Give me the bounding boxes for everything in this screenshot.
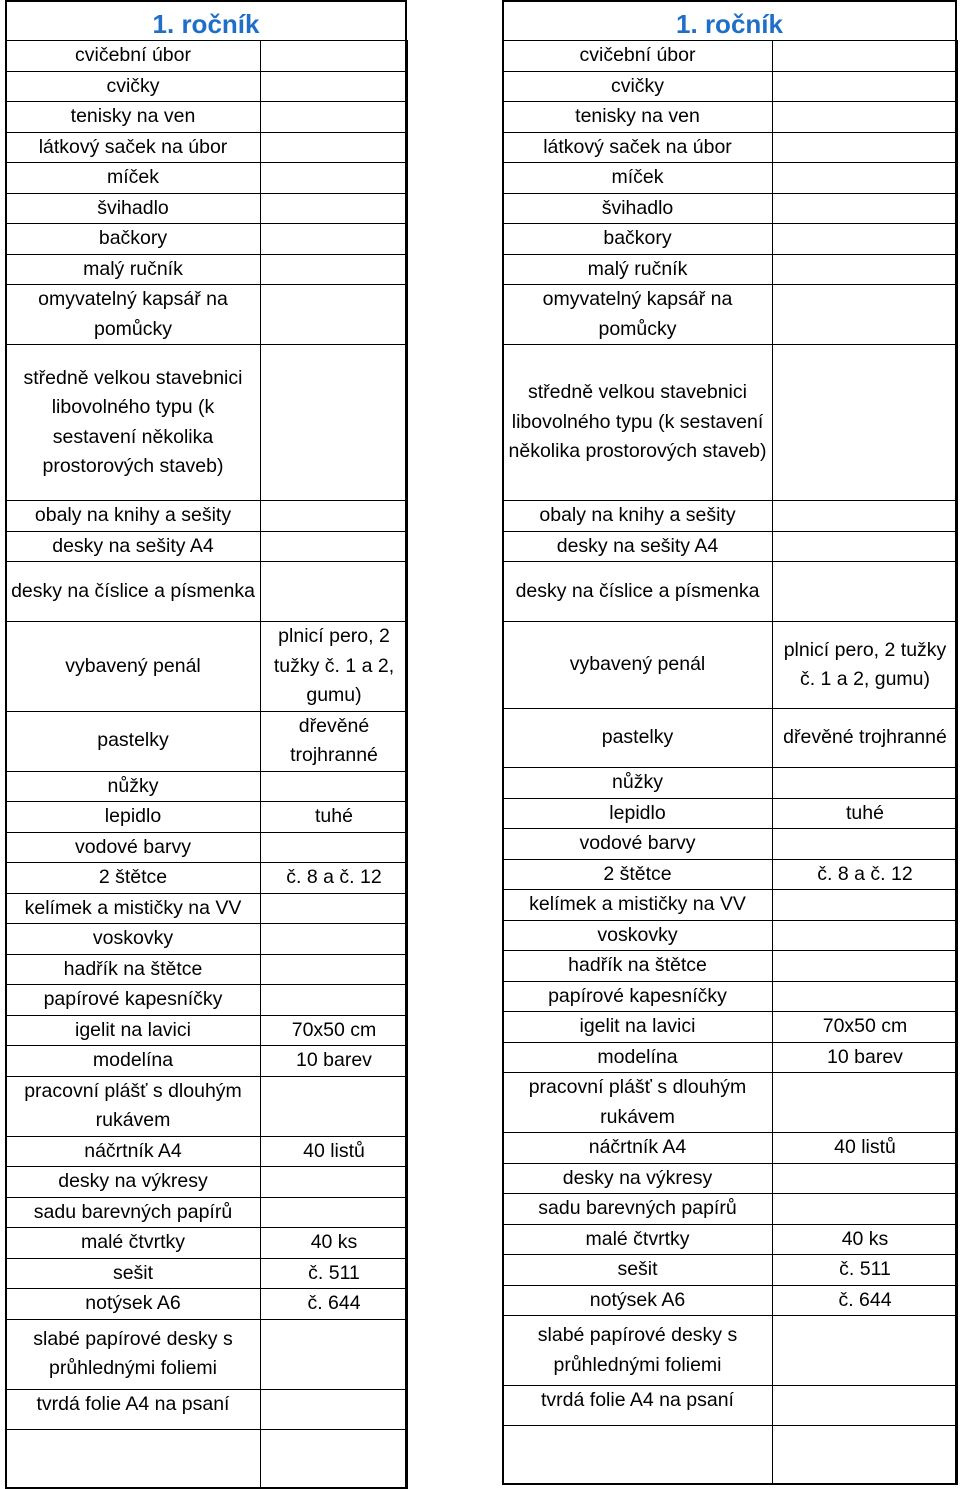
supply-row bbox=[503, 859, 958, 890]
supply-note bbox=[261, 71, 408, 102]
supply-note: tuhé bbox=[261, 802, 408, 833]
supply-row bbox=[6, 1429, 408, 1488]
supply-item: sadu barevných papírů bbox=[6, 1197, 261, 1228]
supply-item: sadu barevných papírů bbox=[503, 1194, 773, 1225]
supply-row bbox=[503, 1133, 958, 1164]
supply-row bbox=[6, 1319, 408, 1389]
supply-row bbox=[6, 1136, 408, 1167]
supply-item: malé čtvrtky bbox=[503, 1224, 773, 1255]
supply-row bbox=[6, 531, 408, 562]
supply-item: kelímek a mističky na VV bbox=[6, 893, 261, 924]
supply-row bbox=[503, 41, 958, 72]
supply-row bbox=[503, 1163, 958, 1194]
supply-row bbox=[6, 1228, 408, 1259]
supply-row bbox=[503, 1316, 958, 1386]
supply-note bbox=[773, 1316, 958, 1386]
supply-item: tvrdá folie A4 na psaní bbox=[6, 1389, 261, 1429]
supply-row bbox=[503, 132, 958, 163]
supply-row bbox=[6, 41, 408, 72]
supply-note bbox=[773, 501, 958, 532]
supply-item: 2 štětce bbox=[503, 859, 773, 890]
supply-item: papírové kapesníčky bbox=[503, 981, 773, 1012]
supply-note bbox=[261, 254, 408, 285]
supply-item: lepidlo bbox=[6, 802, 261, 833]
supply-note: 40 ks bbox=[261, 1228, 408, 1259]
supply-item: pastelky bbox=[503, 709, 773, 768]
supply-note bbox=[261, 501, 408, 532]
supply-note: 40 listů bbox=[261, 1136, 408, 1167]
supply-note bbox=[261, 1197, 408, 1228]
supply-note: 10 barev bbox=[773, 1042, 958, 1073]
supply-item: sešit bbox=[503, 1255, 773, 1286]
supply-item: desky na výkresy bbox=[6, 1167, 261, 1198]
supply-row bbox=[6, 622, 408, 712]
supply-item: látkový saček na úbor bbox=[503, 132, 773, 163]
supply-note bbox=[261, 1319, 408, 1389]
supply-note: plnicí pero, 2 tužky č. 1 a 2, gumu) bbox=[261, 622, 408, 712]
supply-item: modelína bbox=[503, 1042, 773, 1073]
supply-note bbox=[261, 1429, 408, 1488]
supply-note bbox=[773, 193, 958, 224]
supply-item: míček bbox=[503, 163, 773, 194]
supply-row bbox=[503, 531, 958, 562]
supply-item: igelit na lavici bbox=[6, 1015, 261, 1046]
supply-row bbox=[503, 768, 958, 799]
supply-row bbox=[503, 71, 958, 102]
supply-row bbox=[6, 1167, 408, 1198]
supply-item: vybavený penál bbox=[6, 622, 261, 712]
supply-note bbox=[261, 132, 408, 163]
supply-note: tuhé bbox=[773, 798, 958, 829]
supply-row bbox=[6, 802, 408, 833]
supply-note bbox=[773, 951, 958, 982]
supply-row bbox=[6, 1015, 408, 1046]
supply-row bbox=[503, 1042, 958, 1073]
supply-item: desky na výkresy bbox=[503, 1163, 773, 1194]
supply-item: pastelky bbox=[6, 711, 261, 771]
supply-item: notýsek A6 bbox=[503, 1285, 773, 1316]
supply-item: náčrtník A4 bbox=[503, 1133, 773, 1164]
supply-row bbox=[503, 890, 958, 921]
supply-row bbox=[503, 981, 958, 1012]
supply-row bbox=[503, 1386, 958, 1426]
supply-note: 70x50 cm bbox=[261, 1015, 408, 1046]
supply-row bbox=[503, 798, 958, 829]
supply-note bbox=[261, 562, 408, 622]
supply-item: desky na sešity A4 bbox=[503, 531, 773, 562]
supply-item: pracovní plášť s dlouhým rukávem bbox=[503, 1073, 773, 1133]
supply-item: nůžky bbox=[6, 771, 261, 802]
supply-item: švihadlo bbox=[503, 193, 773, 224]
supply-note: č. 8 a č. 12 bbox=[261, 863, 408, 894]
supply-note bbox=[261, 924, 408, 955]
supply-row bbox=[6, 893, 408, 924]
supply-item: voskovky bbox=[6, 924, 261, 955]
supply-note bbox=[261, 193, 408, 224]
supply-note bbox=[773, 562, 958, 622]
supply-item: středně velkou stavebnici libovolného typu (k sestavení několika prostorových staveb) bbox=[6, 345, 261, 501]
supply-item: desky na sešity A4 bbox=[6, 531, 261, 562]
supply-note: č. 511 bbox=[773, 1255, 958, 1286]
supply-item: malý ručník bbox=[6, 254, 261, 285]
supply-item: švihadlo bbox=[6, 193, 261, 224]
supply-note bbox=[261, 985, 408, 1016]
supply-row bbox=[503, 709, 958, 768]
supply-item: cvičební úbor bbox=[6, 41, 261, 72]
supply-row bbox=[503, 285, 958, 345]
supply-note bbox=[261, 531, 408, 562]
supply-note bbox=[773, 132, 958, 163]
supply-note bbox=[773, 1194, 958, 1225]
supply-note bbox=[773, 1163, 958, 1194]
supply-note: plnicí pero, 2 tužky č. 1 a 2, gumu) bbox=[773, 622, 958, 709]
supply-row bbox=[503, 1073, 958, 1133]
supply-row bbox=[503, 224, 958, 255]
supply-item: malý ručník bbox=[503, 254, 773, 285]
supply-item: látkový saček na úbor bbox=[6, 132, 261, 163]
supply-item: cvičební úbor bbox=[503, 41, 773, 72]
supply-row bbox=[6, 863, 408, 894]
supply-row bbox=[503, 1224, 958, 1255]
supply-item: igelit na lavici bbox=[503, 1012, 773, 1043]
supply-row bbox=[6, 924, 408, 955]
supply-item: obaly na knihy a sešity bbox=[503, 501, 773, 532]
supply-note bbox=[773, 345, 958, 501]
supply-row bbox=[503, 1255, 958, 1286]
supply-note: 40 ks bbox=[773, 1224, 958, 1255]
supply-row bbox=[6, 501, 408, 532]
supply-item: papírové kapesníčky bbox=[6, 985, 261, 1016]
supply-note bbox=[261, 1076, 408, 1136]
supply-note: 70x50 cm bbox=[773, 1012, 958, 1043]
supply-row bbox=[6, 71, 408, 102]
supply-row bbox=[503, 829, 958, 860]
supply-note bbox=[261, 893, 408, 924]
supply-table bbox=[502, 40, 958, 1485]
supply-note bbox=[773, 1073, 958, 1133]
supply-item: tvrdá folie A4 na psaní bbox=[503, 1386, 773, 1426]
supply-note bbox=[773, 102, 958, 133]
supply-item: malé čtvrtky bbox=[6, 1228, 261, 1259]
supply-row bbox=[503, 1194, 958, 1225]
supply-row bbox=[503, 562, 958, 622]
supply-item: bačkory bbox=[6, 224, 261, 255]
supply-item: pracovní plášť s dlouhým rukávem bbox=[6, 1076, 261, 1136]
supply-row bbox=[6, 954, 408, 985]
supply-note bbox=[773, 224, 958, 255]
supply-item: slabé papírové desky s průhlednými foliemi bbox=[503, 1316, 773, 1386]
supply-item bbox=[6, 1429, 261, 1488]
supply-row bbox=[503, 920, 958, 951]
grade-title: 1. ročník bbox=[502, 0, 957, 40]
supply-item bbox=[503, 1426, 773, 1485]
supply-note bbox=[261, 832, 408, 863]
supply-item: kelímek a mističky na VV bbox=[503, 890, 773, 921]
supply-row bbox=[6, 345, 408, 501]
supply-item: bačkory bbox=[503, 224, 773, 255]
supply-note bbox=[773, 71, 958, 102]
supply-note bbox=[261, 102, 408, 133]
supply-item: tenisky na ven bbox=[503, 102, 773, 133]
supply-row bbox=[503, 622, 958, 709]
supply-note bbox=[773, 981, 958, 1012]
supply-row bbox=[503, 501, 958, 532]
supply-note bbox=[261, 1389, 408, 1429]
supply-row bbox=[6, 985, 408, 1016]
supply-row bbox=[503, 163, 958, 194]
supply-item: sešit bbox=[6, 1258, 261, 1289]
supply-note bbox=[773, 768, 958, 799]
supply-note bbox=[773, 254, 958, 285]
supply-note bbox=[773, 163, 958, 194]
supply-item: desky na číslice a písmenka bbox=[503, 562, 773, 622]
supply-note bbox=[261, 1167, 408, 1198]
supply-item: cvičky bbox=[503, 71, 773, 102]
supply-list-right bbox=[502, 0, 957, 1485]
supply-row bbox=[6, 132, 408, 163]
supply-item: vybavený penál bbox=[503, 622, 773, 709]
supply-item: hadřík na štětce bbox=[503, 951, 773, 982]
supply-list-left bbox=[5, 0, 407, 1489]
supply-item: voskovky bbox=[503, 920, 773, 951]
supply-note: č. 511 bbox=[261, 1258, 408, 1289]
supply-note bbox=[261, 224, 408, 255]
supply-item: omyvatelný kapsář na pomůcky bbox=[6, 285, 261, 345]
supply-row bbox=[6, 1389, 408, 1429]
supply-item: slabé papírové desky s průhlednými foliemi bbox=[6, 1319, 261, 1389]
supply-item: omyvatelný kapsář na pomůcky bbox=[503, 285, 773, 345]
supply-note bbox=[261, 41, 408, 72]
supply-note bbox=[261, 345, 408, 501]
supply-row bbox=[6, 285, 408, 345]
supply-item: obaly na knihy a sešity bbox=[6, 501, 261, 532]
supply-note: dřevěné trojhranné bbox=[261, 711, 408, 771]
supply-note bbox=[261, 285, 408, 345]
supply-row bbox=[6, 1289, 408, 1320]
supply-note: 10 barev bbox=[261, 1046, 408, 1077]
supply-row bbox=[6, 1197, 408, 1228]
supply-item: tenisky na ven bbox=[6, 102, 261, 133]
supply-item: desky na číslice a písmenka bbox=[6, 562, 261, 622]
supply-row bbox=[503, 254, 958, 285]
supply-row bbox=[6, 254, 408, 285]
supply-row bbox=[6, 711, 408, 771]
supply-row bbox=[6, 1076, 408, 1136]
supply-row bbox=[6, 832, 408, 863]
supply-note bbox=[773, 920, 958, 951]
supply-item: modelína bbox=[6, 1046, 261, 1077]
supply-item: notýsek A6 bbox=[6, 1289, 261, 1320]
supply-note bbox=[773, 1426, 958, 1485]
supply-row bbox=[503, 1012, 958, 1043]
supply-note bbox=[773, 829, 958, 860]
supply-item: vodové barvy bbox=[503, 829, 773, 860]
supply-note: č. 644 bbox=[773, 1285, 958, 1316]
supply-row bbox=[503, 1285, 958, 1316]
supply-table bbox=[5, 40, 408, 1489]
supply-note: 40 listů bbox=[773, 1133, 958, 1164]
supply-row bbox=[6, 1258, 408, 1289]
supply-item: vodové barvy bbox=[6, 832, 261, 863]
supply-note bbox=[261, 954, 408, 985]
supply-item: míček bbox=[6, 163, 261, 194]
supply-item: středně velkou stavebnici libovolného typu (k sestavení několika prostorových staveb) bbox=[503, 345, 773, 501]
supply-item: hadřík na štětce bbox=[6, 954, 261, 985]
supply-note bbox=[773, 1386, 958, 1426]
supply-row bbox=[503, 1426, 958, 1485]
supply-note bbox=[773, 41, 958, 72]
supply-row bbox=[6, 1046, 408, 1077]
supply-row bbox=[503, 345, 958, 501]
supply-note bbox=[773, 890, 958, 921]
supply-item: 2 štětce bbox=[6, 863, 261, 894]
supply-row bbox=[6, 102, 408, 133]
supply-row bbox=[6, 163, 408, 194]
supply-row bbox=[503, 102, 958, 133]
supply-item: lepidlo bbox=[503, 798, 773, 829]
supply-note: č. 644 bbox=[261, 1289, 408, 1320]
grade-title: 1. ročník bbox=[5, 0, 407, 40]
supply-item: nůžky bbox=[503, 768, 773, 799]
supply-row bbox=[503, 951, 958, 982]
supply-row bbox=[6, 224, 408, 255]
supply-row bbox=[6, 562, 408, 622]
supply-note bbox=[261, 163, 408, 194]
supply-item: náčrtník A4 bbox=[6, 1136, 261, 1167]
supply-note bbox=[261, 771, 408, 802]
supply-item: cvičky bbox=[6, 71, 261, 102]
supply-note: č. 8 a č. 12 bbox=[773, 859, 958, 890]
supply-note bbox=[773, 531, 958, 562]
supply-note bbox=[773, 285, 958, 345]
supply-row bbox=[6, 771, 408, 802]
supply-row bbox=[503, 193, 958, 224]
supply-row bbox=[6, 193, 408, 224]
supply-note: dřevěné trojhranné bbox=[773, 709, 958, 768]
